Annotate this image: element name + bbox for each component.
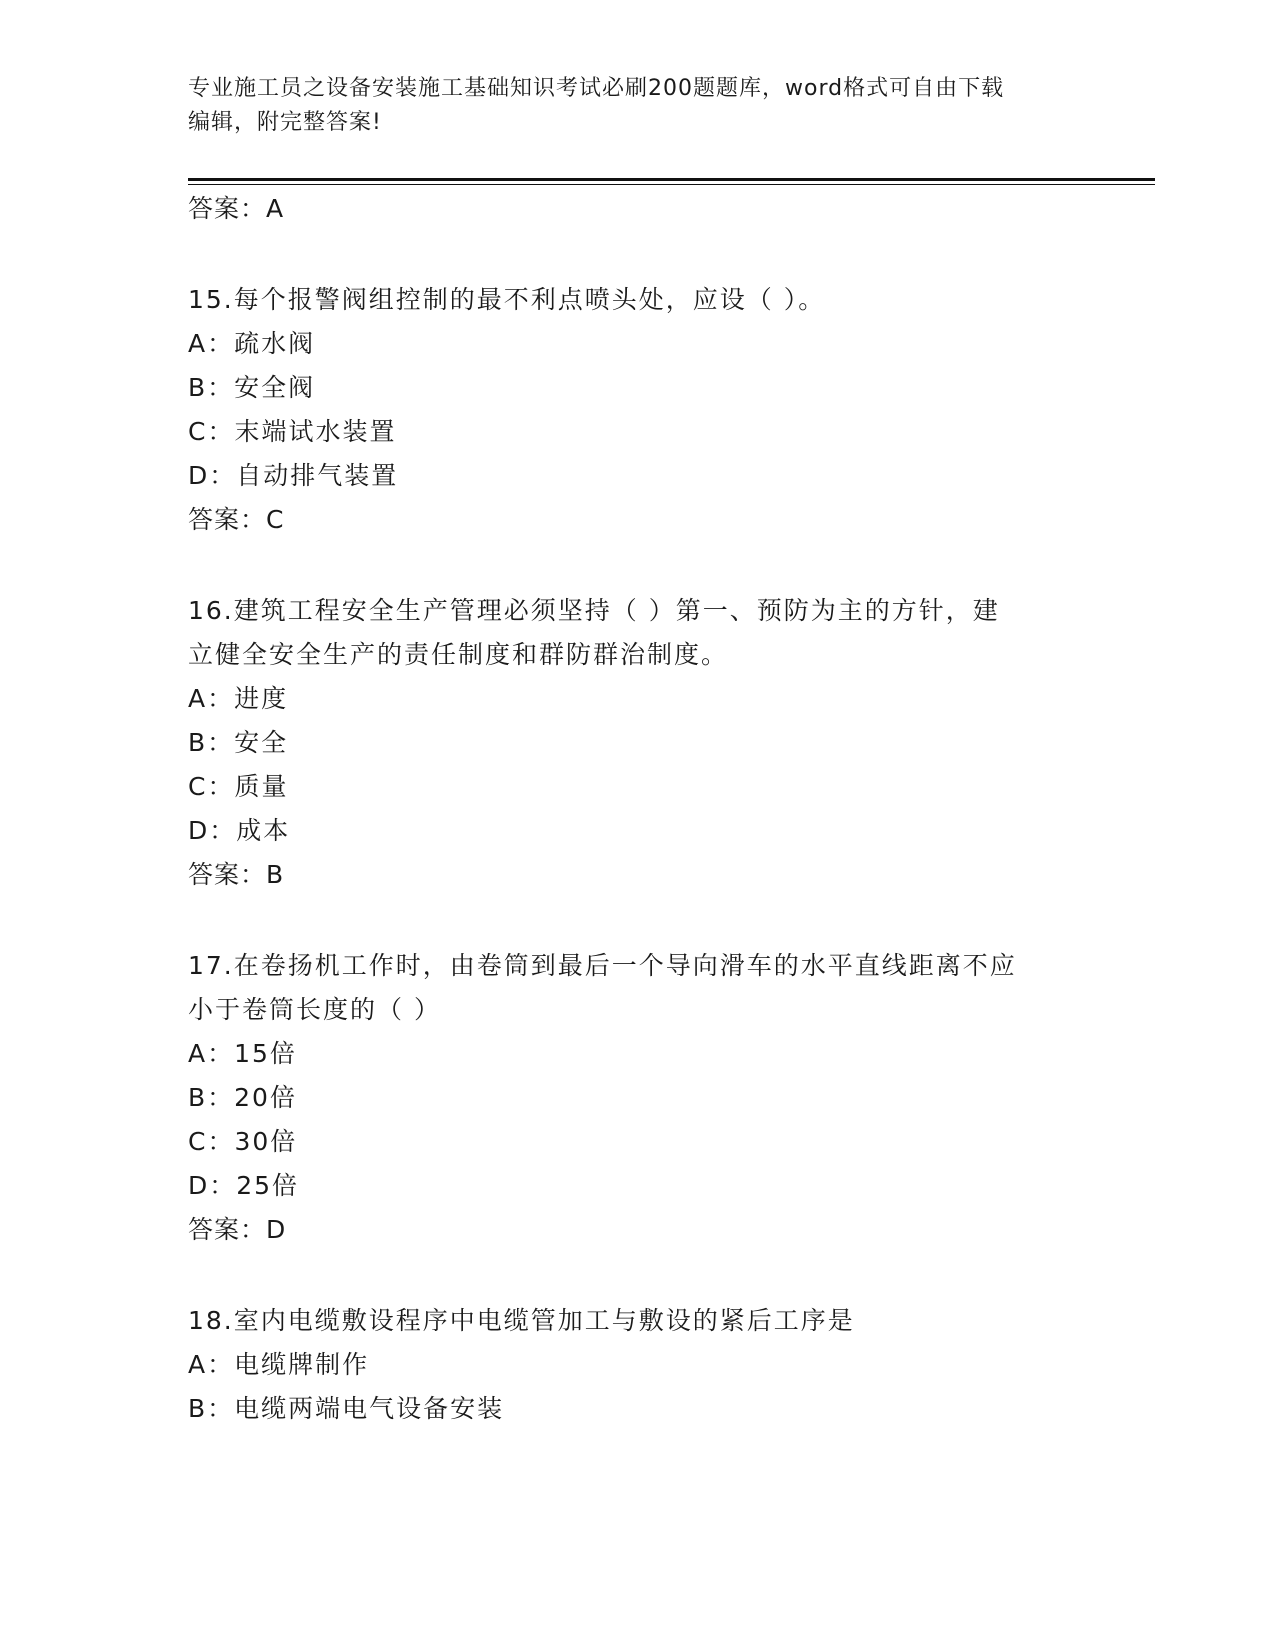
question-16-option-c: C：质量 [188,772,289,801]
document-header [188,72,1088,140]
question-15-option-d: D：自动排气装置 [188,461,399,490]
question-17-option-d: D：25倍 [188,1171,300,1200]
question-17-option-c: C：30倍 [188,1127,298,1156]
question-18-option-a: A：电缆牌制作 [188,1350,370,1379]
answer-previous: 答案：A [188,194,285,223]
question-16-option-d: D：成本 [188,816,291,845]
question-15-stem: 15.每个报警阀组控制的最不利点喷头处，应设（ ）。 [188,285,826,314]
question-16-option-a: A：进度 [188,684,289,713]
question-15-option-c: C：末端试水装置 [188,417,397,446]
question-15-answer: 答案：C [188,505,285,534]
header-divider-thin [188,184,1155,185]
header-title-line-1: 专业施工员之设备安装施工基础知识考试必刷200题题库，word格式可自由下载 [188,76,1005,101]
question-16-option-b: B：安全 [188,728,289,757]
question-17-stem-line-2: 小于卷筒长度的（ ） [188,995,441,1024]
question-18-option-b: B：电缆两端电气设备安装 [188,1394,505,1423]
header-title-line-2: 编辑，附完整答案! [188,110,382,135]
header-divider-thick [188,178,1155,181]
question-16-stem-line-1: 16.建筑工程安全生产管理必须坚持（ ）第一、预防为主的方针，建 [188,596,1000,625]
question-16-stem-line-2: 立健全安全生产的责任制度和群防群治制度。 [188,640,729,669]
question-17-answer: 答案：D [188,1215,287,1244]
question-16-answer: 答案：B [188,860,285,889]
question-17-option-b: B：20倍 [188,1083,297,1112]
question-15-option-b: B：安全阀 [188,373,316,402]
question-17-option-a: A：15倍 [188,1039,297,1068]
question-15-option-a: A：疏水阀 [188,329,316,358]
question-17-stem-line-1: 17.在卷扬机工作时，由卷筒到最后一个导向滑车的水平直线距离不应 [188,951,1017,980]
question-18-stem: 18.室内电缆敷设程序中电缆管加工与敷设的紧后工序是 [188,1306,855,1335]
